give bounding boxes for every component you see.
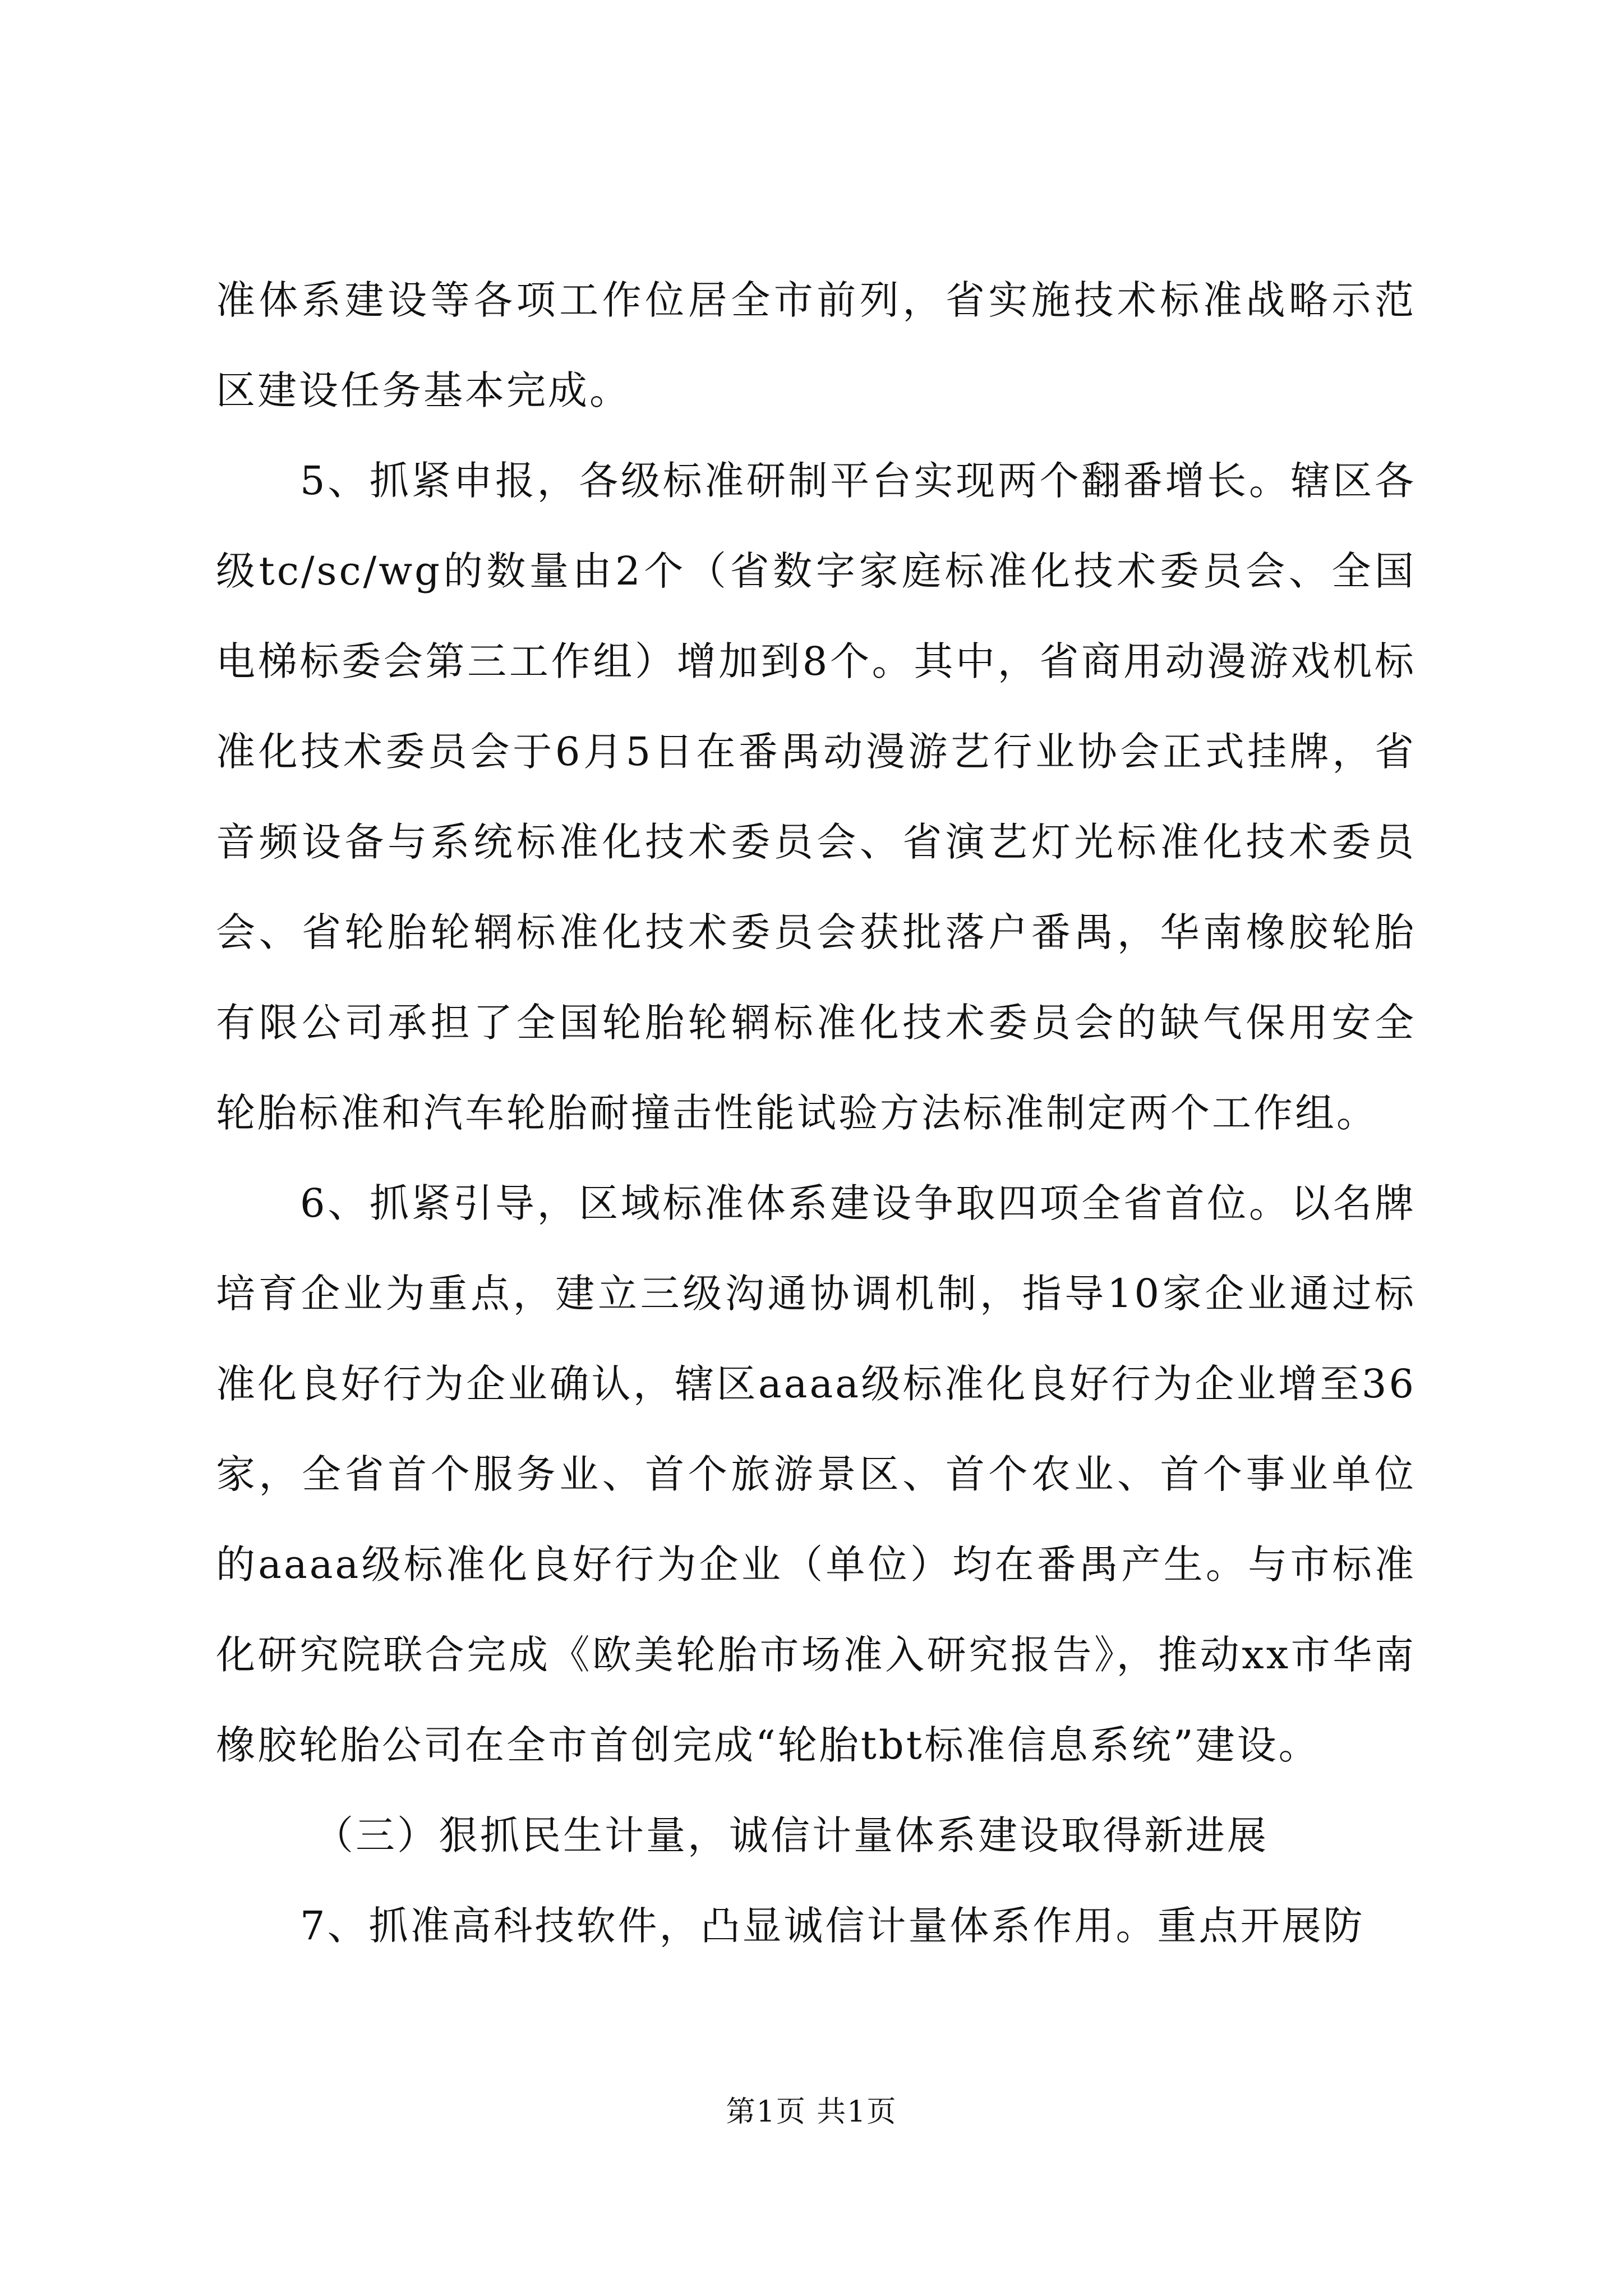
paragraph-item-6: 6、抓紧引导，区域标准体系建设争取四项全省首位。以名牌培育企业为重点，建立三级沟通协调机制，指导10家企业通过标准化良好行为企业确认，辖区aaaa级标准化良好行为企业增至36家，全省首个服务业、首个旅游景区、首个农业、首个事业单位的aaaa级标准化良好行为企业（单位）均在番禺产生。与市标准化研究院联合完成《欧美轮胎市场准入研究报告》，推动xx市华南橡胶轮胎公司在全市首创完成“轮胎tbt标准信息系统”建设。 [216, 1180, 1416, 1768]
paragraph-item-7: 7、抓准高科技软件，凸显诚信计量体系作用。重点开展防 [300, 1903, 1365, 1949]
document-body [216, 255, 1416, 1971]
paragraph-continuation: 准体系建设等各项工作位居全市前列，省实施技术标准战略示范区建设任务基本完成。 [216, 277, 1416, 413]
paragraph-item-5: 5、抓紧申报，各级标准研制平台实现两个翻番增长。辖区各级tc/sc/wg的数量由2个（省数字家庭标准化技术委员会、全国电梯标委会第三工作组）增加到8个。其中，省商用动漫游戏机标准化技术委员会于6月5日在番禺动漫游艺行业协会正式挂牌，省音频设备与系统标准化技术委员会、省演艺灯光标准化技术委员会、省轮胎轮辋标准化技术委员会获批落户番禺，华南橡胶轮胎有限公司承担了全国轮胎轮辋标准化技术委员会的缺气保用安全轮胎标准和汽车轮胎耐撞击性能试验方法标准制定两个工作组。 [216, 458, 1416, 1136]
page-footer: 第1页 共1页 [726, 2095, 897, 2129]
section-heading: （三）狠抓民生计量，诚信计量体系建设取得新进展 [314, 1812, 1269, 1858]
